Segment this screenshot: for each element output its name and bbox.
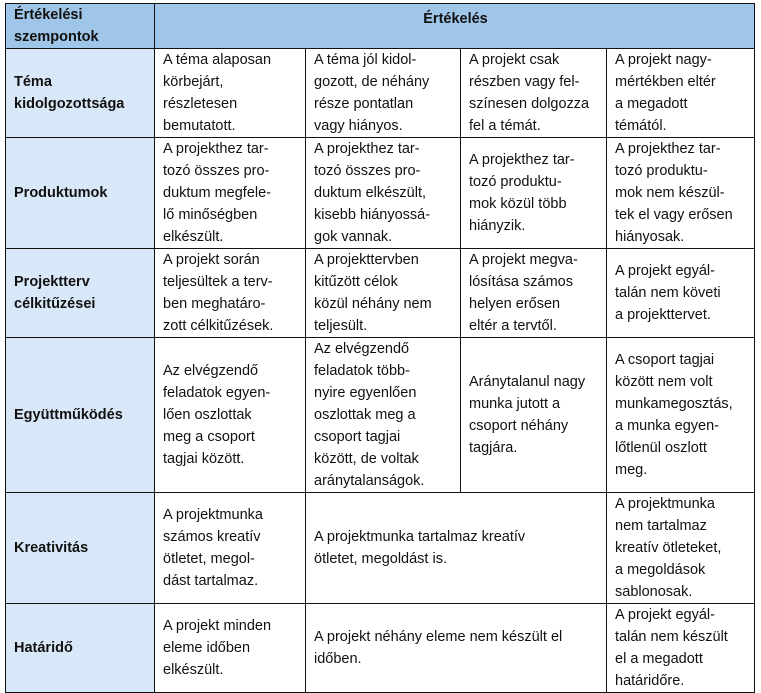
rubric-cell: A projekt egyál- talán nem készült el a megadott határidőre. (607, 604, 755, 693)
criterion-label: Produktumok (6, 138, 155, 249)
rubric-cell: A projekt minden eleme időben elkészült. (155, 604, 306, 693)
rubric-cell: A projekthez tar- tozó összes pro- duktum elkészült, kisebb hiányossá- gok vannak. (306, 138, 461, 249)
criterion-label: Projektterv célkitűzései (6, 249, 155, 338)
table-row (6, 138, 755, 249)
rubric-cell: A projekthez tar- tozó összes pro- duktum megfele- lő minőségben elkészült. (155, 138, 306, 249)
criteria-header: Értékelési szempontok (6, 4, 155, 49)
rubric-cell: A projekt egyál- talán nem követi a projekttervet. (607, 249, 755, 338)
rubric-cell: A projekt során teljesültek a terv- ben meghatáro- zott célkitűzések. (155, 249, 306, 338)
criterion-label: Határidő (6, 604, 155, 693)
rubric-cell: A projekt nagy- mértékben eltér a megadott témától. (607, 49, 755, 138)
table-row (6, 604, 755, 693)
rubric-cell: A téma alaposan körbejárt, részletesen bemutatott. (155, 49, 306, 138)
rubric-cell: A csoport tagjai között nem volt munkamegosztás, a munka egyen- lőtlenül oszlott meg. (607, 338, 755, 493)
rubric-cell: A projekt megva- lósítása számos helyen erősen eltér a tervtől. (461, 249, 607, 338)
table-row (6, 493, 755, 604)
criterion-label: Téma kidolgozottsága (6, 49, 155, 138)
rubric-cell: A projekthez tar- tozó produktu- mok közül több hiányzik. (461, 138, 607, 249)
table-row (6, 49, 755, 138)
rubric-cell: A téma jól kidol- gozott, de néhány része pontatlan vagy hiányos. (306, 49, 461, 138)
evaluation-rubric-table (5, 3, 755, 693)
rubric-cell: Aránytalanul nagy munka jutott a csoport néhány tagjára. (461, 338, 607, 493)
rubric-cell-merged: A projektmunka tartalmaz kreatív ötletet, megoldást is. (306, 493, 607, 604)
table-row (6, 338, 755, 493)
table-row (6, 249, 755, 338)
rubric-cell: A projektmunka számos kreatív ötletet, megol- dást tartalmaz. (155, 493, 306, 604)
rubric-cell: Az elvégzendő feladatok egyen- lően oszlottak meg a csoport tagjai között. (155, 338, 306, 493)
header-row (6, 4, 755, 49)
rubric-cell: A projekt csak részben vagy fel- színesen dolgozza fel a témát. (461, 49, 607, 138)
criterion-label: Kreativitás (6, 493, 155, 604)
rubric-cell: A projektmunka nem tartalmaz kreatív ötleteket, a megoldások sablonosak. (607, 493, 755, 604)
evaluation-header: Értékelés (155, 4, 755, 49)
rubric-cell: A projekthez tar- tozó produktu- mok nem készül- tek el vagy erősen hiányosak. (607, 138, 755, 249)
rubric-cell-merged: A projekt néhány eleme nem készült el időben. (306, 604, 607, 693)
criterion-label: Együttműködés (6, 338, 155, 493)
rubric-cell: A projekttervben kitűzött célok közül néhány nem teljesült. (306, 249, 461, 338)
rubric-cell: Az elvégzendő feladatok több- nyire egyenlően oszlottak meg a csoport tagjai között, de voltak aránytalanságok. (306, 338, 461, 493)
